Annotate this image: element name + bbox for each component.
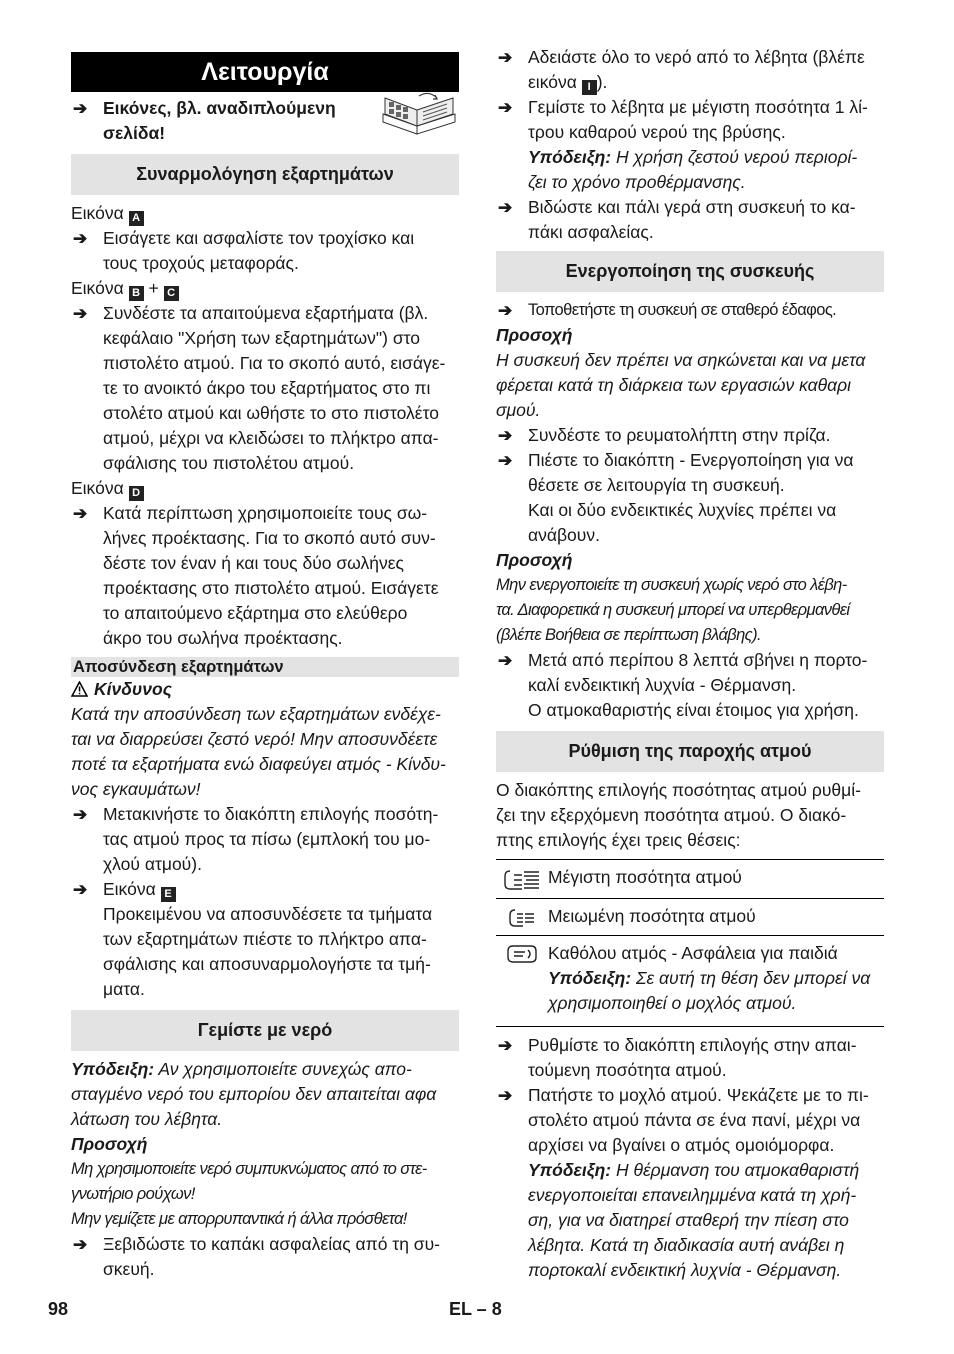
caution-label: Προσοχή (496, 550, 573, 570)
caution-text: Η συσκευή δεν πρέπει να σηκώνεται και να μετα φέρεται κατά τη διάρκεια των εργασιών καθαρι σμού. (496, 350, 866, 420)
activate-step-2: ➔ Συνδέστε το ρευματολήπτη στην πρίζα. (496, 423, 884, 448)
caution-label: Προσοχή (496, 325, 573, 345)
page-code: EL – 8 (449, 1299, 502, 1319)
left-column (71, 45, 459, 1282)
steam-option-reduced: Μειωμένη ποσότητα ατμού (496, 899, 884, 936)
caution-label: Προσοχή (71, 1134, 148, 1154)
figure-ref-d: Εικόνα D (71, 476, 459, 501)
max-steam-icon (502, 867, 542, 893)
arrow-icon: ➔ (73, 99, 88, 118)
arrow-icon: ➔ (73, 1235, 88, 1254)
child-lock-icon (505, 943, 539, 965)
page-title: Λειτουργία (71, 52, 459, 92)
activate-step-3: ➔ Πιέστε το διακόπτη - Ενεργοποίηση για να θέσετε σε λειτουργία τη συσκευή. Και οι δύο ενδεικτικές λυχνίες πρέπει να ανάβουν. (496, 448, 884, 548)
caution-text: Μην ενεργοποιείτε τη συσκευή χωρίς νερό στο λέβη- τα. Διαφορετικά η συσκευή μπορεί να υπερθερμανθεί (βλέπε Βοήθεια σε περίπτωση βλάβης). (496, 576, 850, 644)
fill-step-2: ➔ Αδειάστε όλο το νερό από το λέβητα (βλέπε εικόνα I ). (498, 47, 865, 93)
arrow-icon: ➔ (498, 301, 513, 320)
intro-note: ➔ Εικόνες, βλ. αναδιπλούμενη σελίδα! (71, 96, 459, 146)
danger-label: Κίνδυνος (71, 677, 459, 702)
figure-letter-badge: B (129, 286, 144, 301)
arrow-icon: ➔ (73, 304, 88, 323)
section-heading-activate: Ενεργοποίηση της συσκευής (496, 251, 884, 292)
steam-option-child-lock: Καθόλου ατμός - Ασφάλεια για παιδιά Υπόδειξη: Σε αυτή τη θέση δεν μπορεί να χρησιμοποιηθεί ο μοχλός ατμού. (496, 936, 884, 1027)
arrow-icon: ➔ (73, 504, 88, 523)
steam-intro: Ο διακόπτης επιλογής ποσότητας ατμού ρυθμί- ζει την εξερχόμενη ποσότητα ατμού. Ο διακό- πτης επιλογής έχει τρεις θέσεις: (496, 780, 861, 850)
activate-step-1: ➔ Τοποθετήστε τη συσκευή σε σταθερό έδαφος. (496, 298, 884, 323)
figure-ref-a: Εικόνα A (71, 201, 459, 226)
arrow-icon: ➔ (498, 98, 513, 117)
danger-text: Κατά την αποσύνδεση των εξαρτημάτων ενδέχε- ται να διαρρεύσει ζεστό νερό! Μην αποσυνδέετε ποτέ τα εξαρτήματα ενώ διαφεύγει ατμός - Κίνδυ- νος εγκαυμάτων! (71, 704, 446, 799)
right-column (496, 45, 884, 1283)
figure-letter-badge: D (129, 486, 144, 501)
arrow-icon: ➔ (498, 451, 513, 470)
section-heading-fill: Γεμίστε με νερό (71, 1010, 459, 1051)
subsection-heading-disconnect: Αποσύνδεση εξαρτημάτων (71, 657, 459, 677)
arrow-icon: ➔ (498, 651, 513, 670)
arrow-icon: ➔ (498, 1036, 513, 1055)
steam-step-1: ➔ Ρυθμίστε το διακόπτη επιλογής στην απαι- τούμενη ποσότητα ατμού. (496, 1033, 884, 1083)
figure-letter-badge: E (161, 887, 176, 902)
disconnect-step-1: ➔ Μετακινήστε το διακόπτη επιλογής ποσότη- τας ατμού προς τα πίσω (εμπλοκή του μο- χλού ατμού). (71, 802, 459, 877)
warning-triangle-icon (71, 681, 88, 697)
arrow-icon: ➔ (498, 198, 513, 217)
figure-letter-badge: A (129, 211, 144, 226)
arrow-icon: ➔ (73, 805, 88, 824)
reduced-steam-icon (507, 906, 537, 930)
steam-step-2: ➔ Πατήστε το μοχλό ατμού. Ψεκάζετε με το πι- στολέτο ατμού πάντα σε ένα πανί, μέχρι να αρχίσει να βγαίνει ο ατμός ομοιόμορφα. Υπόδειξη: Η θέρμανση του ατμοκαθαριστή ενεργοποιείται επανειλημμένα κατά τη χρή- ση, για να διατηρεί σταθερή την πίεση στο λέβητα. Κατά τη διαδικασία αυτή ανάβει η πορτοκαλί ενδεικτική λυχνία - Θέρμανση. (496, 1083, 884, 1283)
caution-text: Μη χρησιμοποιείτε νερό συμπυκνώματος από το στε- γνωτήριο ρούχων! Μην γεμίζετε με απορρυπαντικά ή άλλα πρόσθετα! (71, 1160, 427, 1228)
figure-letter-badge: I (582, 80, 597, 95)
steam-settings-table (496, 859, 884, 1027)
arrow-icon: ➔ (498, 1086, 513, 1105)
figure-ref-bc: Εικόνα B + C (71, 276, 459, 301)
steam-option-max: Μέγιστη ποσότητα ατμού (496, 860, 884, 899)
page-number: 98 (48, 1299, 69, 1319)
foldout-book-icon (379, 92, 459, 136)
activate-step-4: ➔ Μετά από περίπου 8 λεπτά σβήνει η πορτο- καλί ενδεικτική λυχνία - Θέρμανση. Ο ατμοκαθαριστής είναι έτοιμος για χρήση. (496, 648, 884, 723)
assembly-step-2: ➔ Συνδέστε τα απαιτούμενα εξαρτήματα (βλ. κεφάλαιο "Χρήση των εξαρτημάτων") στο πιστολέτο ατμού. Για το σκοπό αυτό, εισάγε- τε το ανοικτό άκρο του εξαρτήματος στο πι στολέτο ατμού και ωθήστε το στο πιστολέτο ατμού, μέχρι να κλειδώσει το πλήκτρο απα- σφάλισης του πιστολέτου ατμού. (71, 301, 459, 476)
section-heading-assembly: Συναρμολόγηση εξαρτημάτων (71, 154, 459, 195)
fill-step-4: ➔ Βιδώστε και πάλι γερά στη συσκευή το κα- πάκι ασφαλείας. (496, 195, 884, 245)
fill-step-3: ➔ Γεμίστε το λέβητα με μέγιστη ποσότητα 1 λί- τρου καθαρού νερού της βρύσης. Υπόδειξη: Η χρήση ζεστού νερού περιορί- ζει το χρόνο προθέρμανσης. (496, 95, 884, 195)
assembly-step-1: ➔ Εισάγετε και ασφαλίστε τον τροχίσκο και τους τροχούς μεταφοράς. (71, 226, 459, 276)
disconnect-step-2: ➔ Εικόνα E Προκειμένου να αποσυνδέσετε τα τμήματα των εξαρτημάτων πιέστε το πλήκτρο απα- σφάλισης και αποσυναρμολογήστε τα τμή- ματα. (71, 877, 459, 1002)
assembly-step-3: ➔ Κατά περίπτωση χρησιμοποιείτε τους σω- λήνες προέκτασης. Για το σκοπό αυτό συν- δέστε τον έναν ή και τους δύο σωλήνες προέκτασης στο πιστολέτο ατμού. Εισάγετε το απαιτούμενο εξάρτημα στο ελεύθερο άκρο του σωλήνα προέκτασης. (71, 501, 459, 651)
arrow-icon: ➔ (73, 880, 88, 899)
arrow-icon: ➔ (73, 229, 88, 248)
fill-hint: Υπόδειξη: Αν χρησιμοποιείτε συνεχώς απο- σταγμένο νερό του εμπορίου δεν απαιτείται αφα λάτωση του λέβητα. (71, 1059, 437, 1129)
figure-letter-badge: C (164, 286, 179, 301)
arrow-icon: ➔ (498, 48, 513, 67)
arrow-icon: ➔ (498, 426, 513, 445)
section-heading-steam: Ρύθμιση της παροχής ατμού (496, 731, 884, 772)
fill-step-1: ➔ Ξεβιδώστε το καπάκι ασφαλείας από τη συ- σκευή. (71, 1232, 459, 1282)
